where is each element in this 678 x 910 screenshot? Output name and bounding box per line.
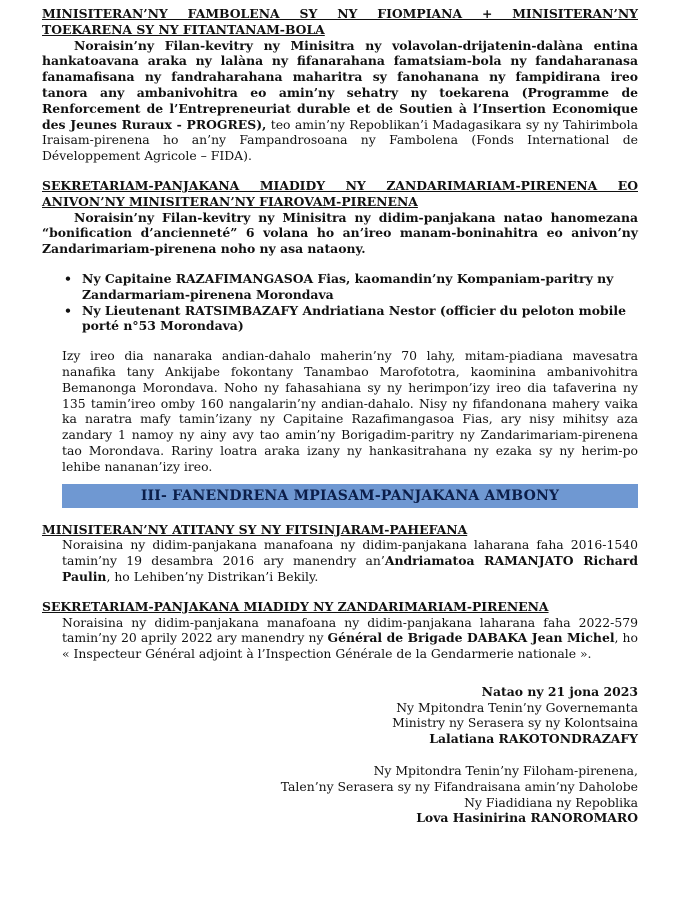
appointment-text-pre: Noraisina ny didim-panjakana manafoana ny didim-panjakana laharana faha 2022-579 tamin’ny 20 aprily 2022 ary manendry ny — [62, 614, 638, 646]
signature-title: Ministry ny Serasera sy ny Kolontsaina — [392, 715, 638, 731]
paragraph-narrative: Izy ireo dia nanaraka andian-dahalo maherin’ny 70 lahy, mitam-piadiana mavesatra nanafika tany Ankijabe fokontany Tanambao Marofototra, kaominina ambanivohitra Bemanonga Morondava. Noho ny fahasahiana sy ny herimpon’izy ireo dia tafaverina ny 135 tamin’ireo omby 160 nangalarin’ny andian-dahalo. Nisy ny fifandonana mahery vaika ka naratra mafy tamin’izany ny Capitaine Razafimangasoa Fias, ary nisy mihitsy aza zandary 1 namoy ny ainy avy tao amin’ny Borigadim-paritry ny Zandarimariam-pirenena tao Morondava. Rariny loatra araka izany ny hankasitrahana ny ezaka sy ny herim-po lehibe nananan’izy ireo. — [62, 348, 638, 474]
officer-list — [42, 271, 638, 334]
signatory-name: Lova Hasinirina RANOROMARO — [416, 810, 638, 826]
section-banner-appointments: III- FANENDRENA MPIASAM-PANJAKANA AMBONY — [62, 484, 638, 508]
paragraph-progres-rest: teo amin’ny Repoblikan’i Madagasikara sy ny Tahirimbola Iraisam-pirenena ho an’ny Fampandrosoana ny Fambolena (Fonds International de Développement Agricole – FIDA). — [42, 116, 638, 164]
section-heading-gendarmerie-defense: SEKRETARIAM-PANJAKANA MIADIDY NY ZANDARIMARIAM-PIRENENA EO ANIVON’NY MINISITERAN’NY FIAROVAM-PIRENENA — [42, 177, 638, 209]
signature-title: Talen’ny Serasera sy ny Fifandraisana amin’ny Daholobe — [280, 778, 638, 794]
appointee-name: Général de Brigade DABAKA Jean Michel — [327, 630, 615, 646]
signature-title: Ny Fiadidiana ny Repoblika — [464, 794, 638, 810]
section-heading-gendarmerie: SEKRETARIAM-PANJAKANA MIADIDY NY ZANDARIMARIAM-PIRENENA — [42, 598, 549, 614]
paragraph-progres-financing — [42, 38, 638, 164]
appointee-name: Andriamatoa RAMANJATO Richard Paulin — [62, 553, 638, 584]
signature-title: Ny Mpitondra Tenin’ny Filoham-pirenena, — [373, 763, 638, 779]
paragraph-bonification: Noraisin’ny Filan-kevitry ny Minisitra ny didim-panjakana natao hanomezana “bonification d’ancienneté” 6 volana ho an’ireo manam-boninahitra eo anivon’ny Zandarimariam-pirenena noho ny asa nataony. — [42, 209, 638, 257]
paragraph-inspector-appointment — [42, 615, 638, 662]
section-heading-interior: MINISITERAN’NY ATITANY SY NY FITSINJARAM-PAHEFANA — [42, 521, 468, 537]
list-item: • Ny Lieutenant RATSIMBAZAFY Andriatiana Nestor (officier du peloton mobile porté n°53 Morondava) — [82, 303, 638, 335]
appointment-text-pre: Noraisina ny didim-panjakana manafoana ny didim-panjakana laharana faha 2016-1540 tamin’ny 19 desambra 2016 ary manendry an’ — [62, 537, 638, 569]
paragraph-progres-bold: Noraisin’ny Filan-kevitry ny Minisitra ny volavolan-drijatenin-dalàna entina hankatoavana araka ny lalàna ny fifanarahana famatsiam-bola ny fandaharanasa fanamafisana ny fandraharahana maharitra sy fanohanana ny fampidirana ireo tanora any ambanivohitra eo amin’ny sehatry ny toekarena (Programme de Renforcement de l’Entrepreneuriat durable et de Soutien à l’Insertion Economique des Jeunes Ruraux - PROGRES), — [42, 37, 638, 132]
signature-title: Ny Mpitondra Tenin’ny Governemanta — [396, 699, 638, 715]
list-item: • Ny Capitaine RAZAFIMANGASOA Fias, kaomandin’ny Kompaniam-paritry ny Zandarmariam-pirenena Morondava — [82, 271, 638, 303]
paragraph-bekily-appointment — [42, 537, 638, 584]
signature-block-government — [42, 684, 638, 747]
section-heading-agriculture-finance: MINISITERAN’NY FAMBOLENA SY NY FIOMPIANA + MINISITERAN’NY TOEKARENA SY NY FITANTANAM-BOLA — [42, 6, 638, 37]
appointment-text-post: , ho « Inspecteur Général adjoint à l’Inspection Générale de la Gendarmerie nationale ». — [62, 630, 638, 662]
signature-block-presidency — [42, 763, 638, 826]
signature-date: Natao ny 21 jona 2023 — [481, 683, 638, 699]
signatory-name: Lalatiana RAKOTONDRAZAFY — [429, 731, 638, 747]
appointment-text-post: , ho Lehiben’ny Distrikan’i Bekily. — [106, 568, 319, 584]
